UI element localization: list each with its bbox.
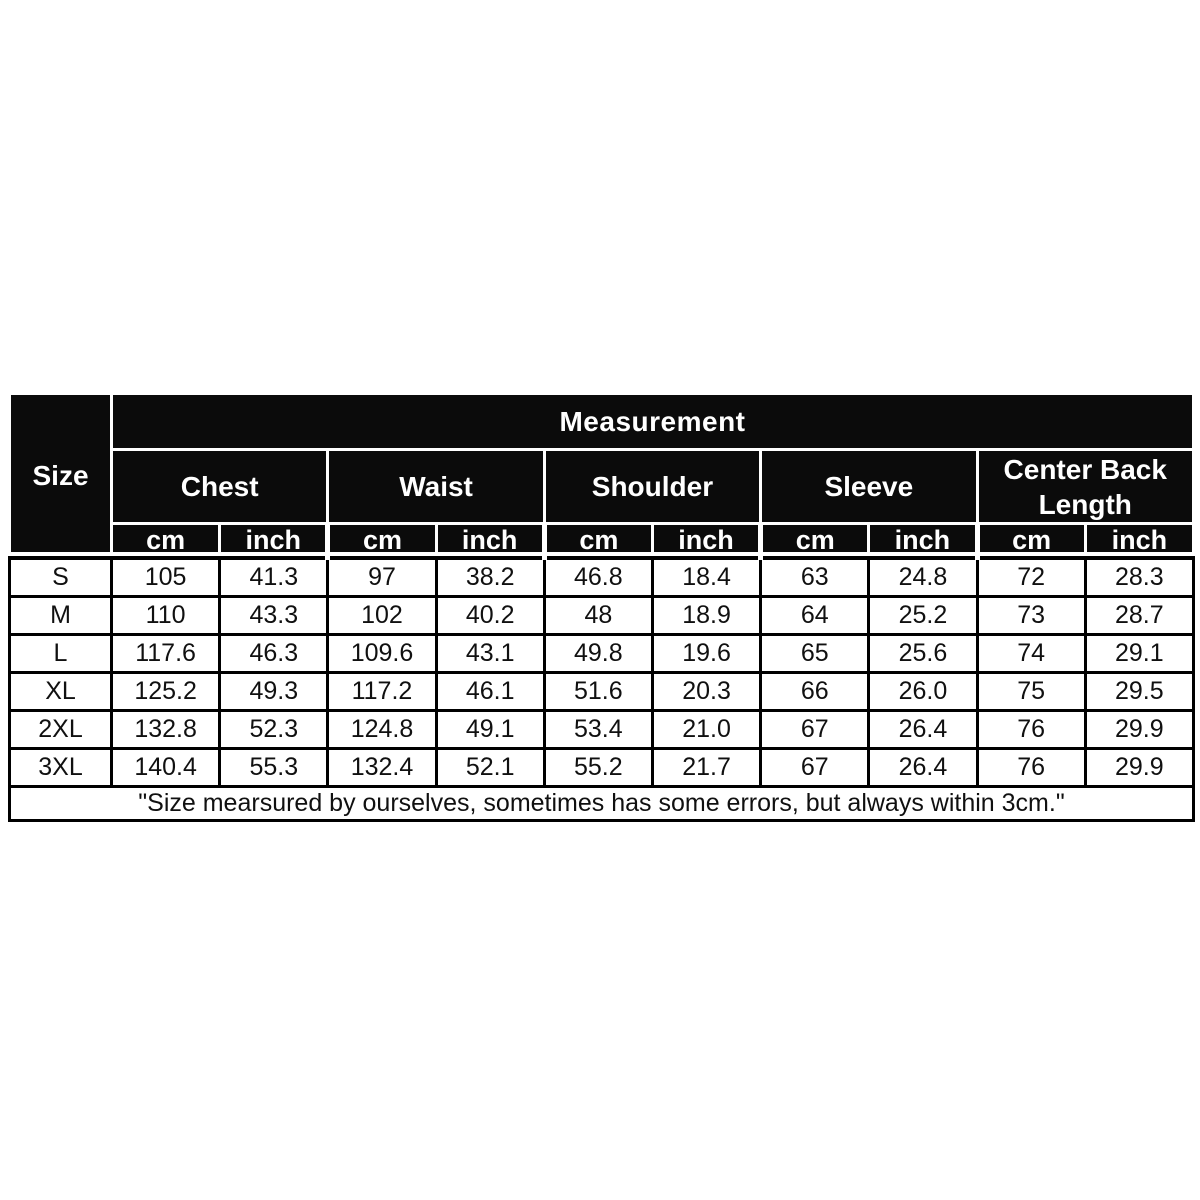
value-cell: 28.3 — [1085, 558, 1193, 596]
value-cell: 25.6 — [869, 634, 977, 672]
value-cell: 51.6 — [544, 672, 652, 710]
group-header-sleeve: Sleeve — [761, 450, 977, 524]
value-cell: 26.0 — [869, 672, 977, 710]
unit-header-cm: cm — [328, 524, 436, 559]
value-cell: 52.1 — [436, 748, 544, 786]
value-cell: 55.2 — [544, 748, 652, 786]
value-cell: 102 — [328, 596, 436, 634]
value-cell: 67 — [761, 710, 869, 748]
value-cell: 53.4 — [544, 710, 652, 748]
value-cell: 21.0 — [652, 710, 760, 748]
value-cell: 66 — [761, 672, 869, 710]
value-cell: 40.2 — [436, 596, 544, 634]
value-cell: 76 — [977, 710, 1085, 748]
value-cell: 43.1 — [436, 634, 544, 672]
unit-header-cm: cm — [977, 524, 1085, 559]
unit-header-inch: inch — [652, 524, 760, 559]
size-cell: S — [10, 558, 112, 596]
value-cell: 72 — [977, 558, 1085, 596]
value-cell: 67 — [761, 748, 869, 786]
table-row — [10, 596, 1194, 634]
value-cell: 73 — [977, 596, 1085, 634]
value-cell: 49.8 — [544, 634, 652, 672]
group-header-shoulder: Shoulder — [544, 450, 760, 524]
table-body — [10, 558, 1194, 820]
unit-header-cm: cm — [544, 524, 652, 559]
value-cell: 117.6 — [112, 634, 220, 672]
value-cell: 109.6 — [328, 634, 436, 672]
value-cell: 105 — [112, 558, 220, 596]
value-cell: 46.8 — [544, 558, 652, 596]
value-cell: 26.4 — [869, 710, 977, 748]
size-cell: L — [10, 634, 112, 672]
unit-header-inch: inch — [869, 524, 977, 559]
value-cell: 41.3 — [220, 558, 328, 596]
group-header-chest: Chest — [112, 450, 328, 524]
value-cell: 18.4 — [652, 558, 760, 596]
value-cell: 125.2 — [112, 672, 220, 710]
size-chart-table — [8, 392, 1195, 822]
value-cell: 65 — [761, 634, 869, 672]
value-cell: 49.3 — [220, 672, 328, 710]
value-cell: 29.5 — [1085, 672, 1193, 710]
table-header — [10, 394, 1194, 559]
value-cell: 29.9 — [1085, 710, 1193, 748]
unit-header-inch: inch — [436, 524, 544, 559]
value-cell: 24.8 — [869, 558, 977, 596]
value-cell: 28.7 — [1085, 596, 1193, 634]
value-cell: 46.3 — [220, 634, 328, 672]
value-cell: 29.1 — [1085, 634, 1193, 672]
unit-header-cm: cm — [761, 524, 869, 559]
value-cell: 49.1 — [436, 710, 544, 748]
footnote-text: "Size mearsured by ourselves, sometimes has some errors, but always within 3cm." — [10, 786, 1194, 820]
size-cell: 2XL — [10, 710, 112, 748]
value-cell: 46.1 — [436, 672, 544, 710]
value-cell: 97 — [328, 558, 436, 596]
value-cell: 110 — [112, 596, 220, 634]
measurement-header: Measurement — [112, 394, 1194, 450]
unit-header-inch: inch — [1085, 524, 1193, 559]
value-cell: 25.2 — [869, 596, 977, 634]
value-cell: 38.2 — [436, 558, 544, 596]
value-cell: 75 — [977, 672, 1085, 710]
value-cell: 19.6 — [652, 634, 760, 672]
table-row — [10, 748, 1194, 786]
value-cell: 64 — [761, 596, 869, 634]
value-cell: 20.3 — [652, 672, 760, 710]
value-cell: 29.9 — [1085, 748, 1193, 786]
table-row — [10, 634, 1194, 672]
value-cell: 132.4 — [328, 748, 436, 786]
footnote-row — [10, 786, 1194, 820]
value-cell: 52.3 — [220, 710, 328, 748]
size-cell: XL — [10, 672, 112, 710]
value-cell: 43.3 — [220, 596, 328, 634]
group-header-center-back-length: Center Back Length — [977, 450, 1193, 524]
value-cell: 76 — [977, 748, 1085, 786]
value-cell: 140.4 — [112, 748, 220, 786]
unit-header-cm: cm — [112, 524, 220, 559]
table-row — [10, 710, 1194, 748]
size-cell: 3XL — [10, 748, 112, 786]
unit-header-inch: inch — [220, 524, 328, 559]
size-cell: M — [10, 596, 112, 634]
table-row — [10, 558, 1194, 596]
value-cell: 74 — [977, 634, 1085, 672]
value-cell: 124.8 — [328, 710, 436, 748]
value-cell: 117.2 — [328, 672, 436, 710]
value-cell: 55.3 — [220, 748, 328, 786]
value-cell: 21.7 — [652, 748, 760, 786]
table-row — [10, 672, 1194, 710]
value-cell: 26.4 — [869, 748, 977, 786]
size-column-header: Size — [10, 394, 112, 559]
value-cell: 18.9 — [652, 596, 760, 634]
value-cell: 48 — [544, 596, 652, 634]
value-cell: 63 — [761, 558, 869, 596]
group-header-waist: Waist — [328, 450, 544, 524]
value-cell: 132.8 — [112, 710, 220, 748]
